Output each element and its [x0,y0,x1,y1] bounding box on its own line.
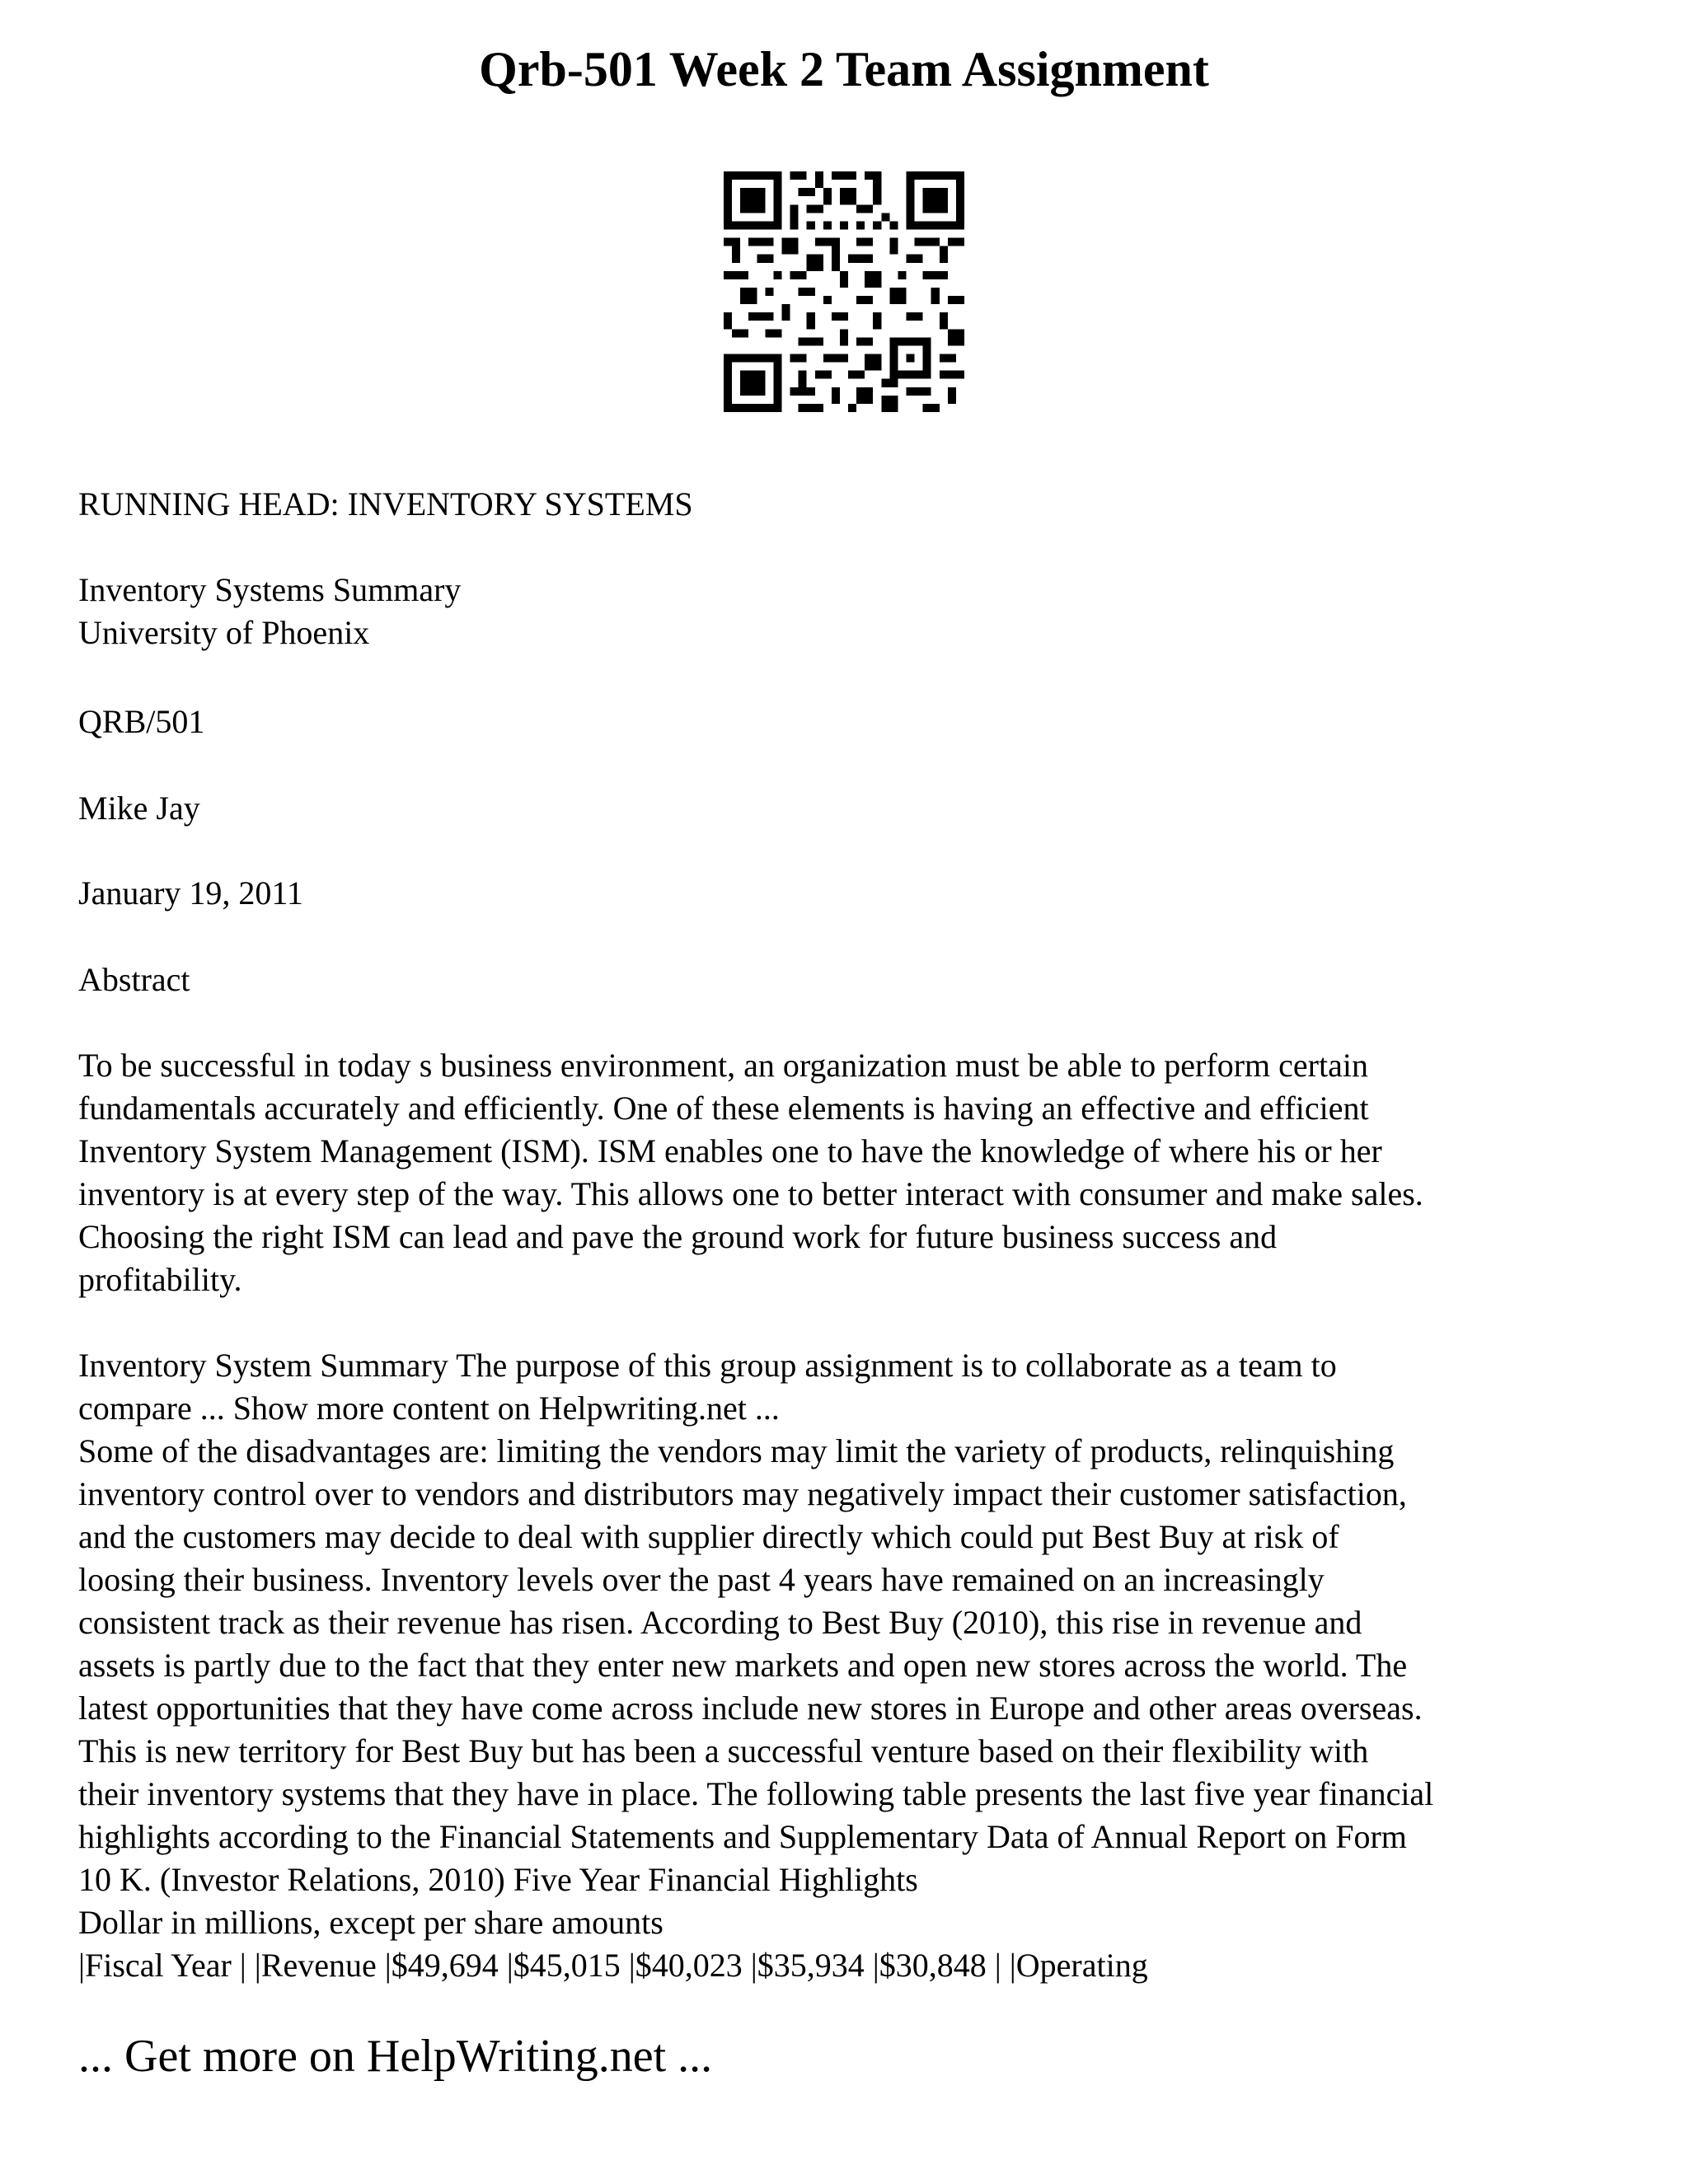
summary-line: Some of the disadvantages are: limiting the vendors may limit the variety of products, relinquishing [78,1432,1395,1469]
summary-line: inventory control over to vendors and distributors may negatively impact their customer satisfaction, [78,1475,1407,1512]
paper-title: Inventory Systems Summary [78,571,462,608]
summary-line: Dollar in millions, except per share amounts [78,1904,663,1941]
qr-code[interactable] [724,171,964,412]
qr-code-graphic [724,171,964,412]
running-head: RUNNING HEAD: INVENTORY SYSTEMS [78,485,693,523]
abstract-line: profitability. [78,1261,242,1298]
summary-line: This is new territory for Best Buy but has been a successful venture based on their flexibility with [78,1732,1369,1769]
title-block [78,569,1628,654]
summary-line: their inventory systems that they have in place. The following table presents the last five year financial [78,1775,1434,1812]
abstract-line: To be successful in today s business environment, an organization must be able to perform certain [78,1047,1368,1084]
abstract-line: fundamentals accurately and efficiently. One of these elements is having an effective and efficient [78,1090,1369,1127]
abstract-line: Inventory System Management (ISM). ISM enables one to have the knowledge of where his or her [78,1132,1382,1169]
summary-line: assets is partly due to the fact that they enter new markets and open new stores across the world. The [78,1647,1408,1684]
summary-line: loosing their business. Inventory levels over the past 4 years have remained on an increasingly [78,1561,1325,1598]
abstract-and-summary [78,1044,1628,1987]
summary-line: latest opportunities that they have come across include new stores in Europe and other areas overseas. [78,1690,1423,1727]
get-more-link[interactable]: ... Get more on HelpWriting.net ... [78,2031,713,2082]
summary-line: highlights according to the Financial Statements and Supplementary Data of Annual Report on Form [78,1818,1407,1855]
course-code: QRB/501 [78,703,205,740]
abstract-line: Choosing the right ISM can lead and pave the ground work for future business success and [78,1218,1278,1255]
blank-line [78,1301,1628,1344]
document-title: Qrb-501 Week 2 Team Assignment [479,42,1209,96]
summary-line: Inventory System Summary The purpose of this group assignment is to collaborate as a team to [78,1347,1337,1384]
institution: University of Phoenix [78,614,370,651]
document-date: January 19, 2011 [78,874,303,912]
summary-line: consistent track as their revenue has risen. According to Best Buy (2010), this rise in revenue and [78,1604,1362,1641]
summary-line: 10 K. (Investor Relations, 2010) Five Year Financial Highlights [78,1861,918,1898]
abstract-line: inventory is at every step of the way. This allows one to better interact with consumer and make sales. [78,1175,1423,1212]
author-name: Mike Jay [78,790,200,827]
abstract-heading: Abstract [78,961,190,998]
summary-line: compare ... Show more content on Helpwriting.net ... [78,1390,780,1427]
summary-line: |Fiscal Year | |Revenue |$49,694 |$45,015 |$40,023 |$35,934 |$30,848 | |Operating [78,1947,1148,1984]
summary-line: and the customers may decide to deal with supplier directly which could put Best Buy at risk of [78,1518,1339,1555]
